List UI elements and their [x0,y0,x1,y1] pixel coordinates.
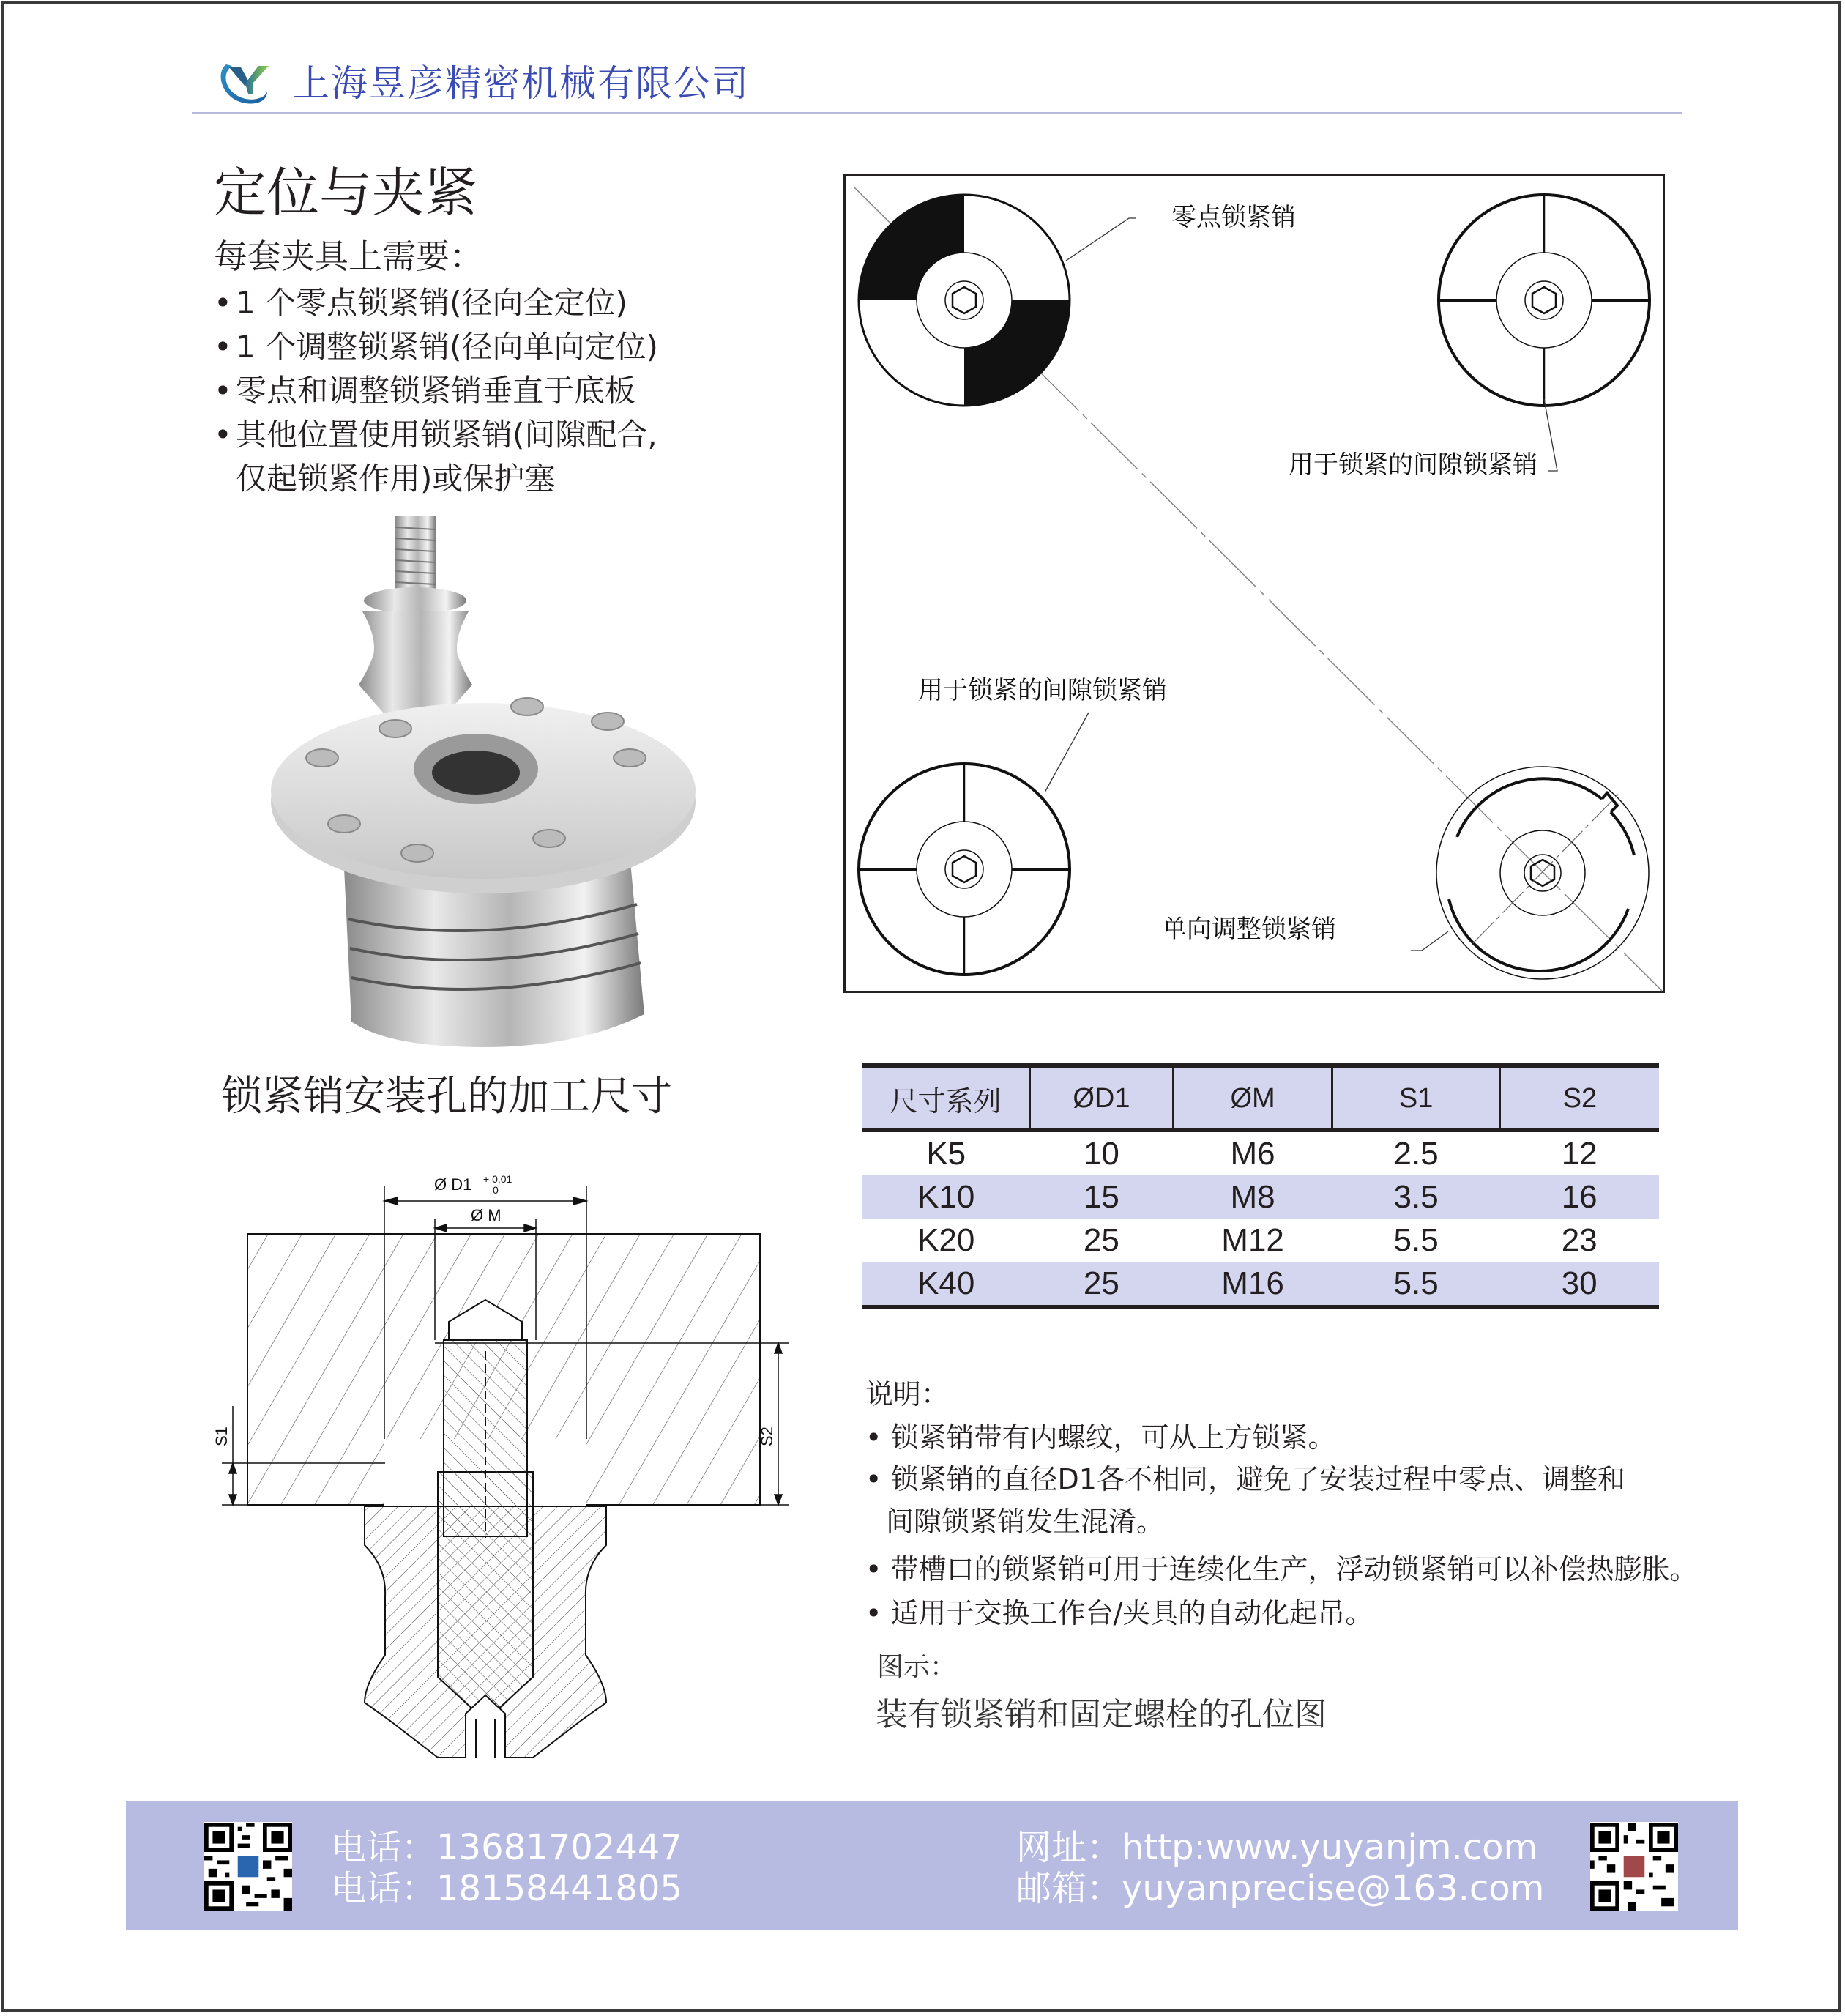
clearance-pin-symbol [859,764,1070,975]
cell: K40 [862,1262,1029,1307]
cell: 12 [1561,1135,1598,1172]
table-row [862,1175,1659,1219]
note-item-continuation: 间隙锁紧销发生混淆。 [886,1506,1165,1538]
cell: K20 [917,1221,975,1258]
svg-text:S2: S2 [758,1427,776,1446]
note-item: • 锁紧销的直径D1各不相同，避免了安装过程中零点、调整和 [865,1463,1625,1495]
dimension-table [862,1063,1659,1309]
company-name: 上海昱彦精密机械有限公司 [293,62,750,105]
cell: 15 [1029,1175,1173,1219]
cell: 25 [1029,1262,1173,1307]
bullet-item: • 1 个调整锁紧销(径向单向定位) [214,329,658,365]
phone-1: 电话：13681702447 [331,1827,682,1868]
section-title-mounting-hole: 锁紧销安装孔的加工尺寸 [221,1073,672,1120]
bullet-item: • 其他位置使用锁紧销(间隙配合, [214,417,657,453]
cell: 16 [1499,1175,1659,1219]
svg-text:Ø D1: Ø D1 [434,1175,472,1194]
bullet-item: • 1 个零点锁紧销(径向全定位) [214,285,627,321]
clearance-pin-symbol [1439,195,1650,406]
svg-text:S1: S1 [212,1427,231,1446]
svg-text:+ 0,01: + 0,01 [483,1173,512,1185]
svg-text:用于锁紧的间隙锁紧销: 用于锁紧的间隙锁紧销 [1289,450,1538,480]
qr-code-icon [1590,1822,1678,1911]
cell: M16 [1173,1262,1332,1307]
cell: 3.5 [1332,1175,1499,1219]
cell: M12 [1221,1221,1284,1258]
cell: 2.5 [1393,1135,1439,1172]
cell: K5 [926,1135,966,1172]
yuyan-logo-icon [216,59,275,108]
contact-footer [126,1801,1738,1930]
figure-label: 图示： [877,1652,957,1682]
zero-point-clamping-module-photo [264,509,703,1055]
notes-title: 说明： [865,1378,950,1410]
col-header: 尺寸系列 [862,1066,1029,1131]
cell: 5.5 [1393,1221,1439,1258]
cell: 25 [1083,1221,1119,1258]
pin-layout-diagram [843,174,1665,993]
svg-text:零点锁紧销: 零点锁紧销 [1171,203,1296,232]
note-item: • 带槽口的锁紧销可用于连续化生产，浮动锁紧销可以补偿热膨胀。 [865,1553,1698,1585]
svg-text:单向调整锁紧销: 单向调整锁紧销 [1162,915,1336,944]
cell: M6 [1230,1135,1275,1172]
table-row [862,1219,1659,1262]
col-header: S1 [1332,1066,1499,1131]
cell: 5.5 [1332,1262,1499,1307]
phone-2: 电话：18158441805 [331,1868,682,1909]
table-row [862,1262,1659,1307]
zero-point-pin-symbol [859,195,1070,406]
subtitle-requirements: 每套夹具上需要： [214,237,483,276]
col-header: S2 [1499,1066,1659,1131]
table-row [862,1131,1659,1176]
col-header: ØD1 [1029,1066,1173,1131]
qr-code-icon [204,1822,292,1911]
bullet-item: • 零点和调整锁紧销垂直于底板 [214,373,636,409]
note-item: • 适用于交换工作台/夹具的自动化起吊。 [865,1597,1374,1629]
svg-text:Ø M: Ø M [471,1206,502,1224]
cell: M8 [1173,1175,1332,1219]
website-link[interactable]: 网址：http:www.yuyanjm.com [1016,1827,1538,1868]
bullet-continuation: 仅起锁紧作用)或保护塞 [236,461,556,496]
section-title-positioning: 定位与夹紧 [214,162,478,223]
col-header: ØM [1173,1066,1332,1131]
cell: 23 [1561,1221,1598,1258]
note-item: • 锁紧销带有内螺纹，可从上方锁紧。 [865,1421,1336,1454]
svg-text:0: 0 [493,1184,499,1196]
cell: 10 [1083,1135,1119,1172]
svg-text:用于锁紧的间隙锁紧销: 用于锁紧的间隙锁紧销 [918,676,1167,705]
cell: 30 [1499,1262,1659,1307]
header-divider [192,112,1682,114]
mounting-hole-cad-drawing [211,1157,804,1758]
cell: K10 [862,1175,1029,1219]
email-link[interactable]: 邮箱：yuyanprecise@163.com [1016,1868,1545,1909]
table-header-row [862,1066,1659,1131]
figure-description: 装有锁紧销和固定螺栓的孔位图 [876,1696,1327,1733]
